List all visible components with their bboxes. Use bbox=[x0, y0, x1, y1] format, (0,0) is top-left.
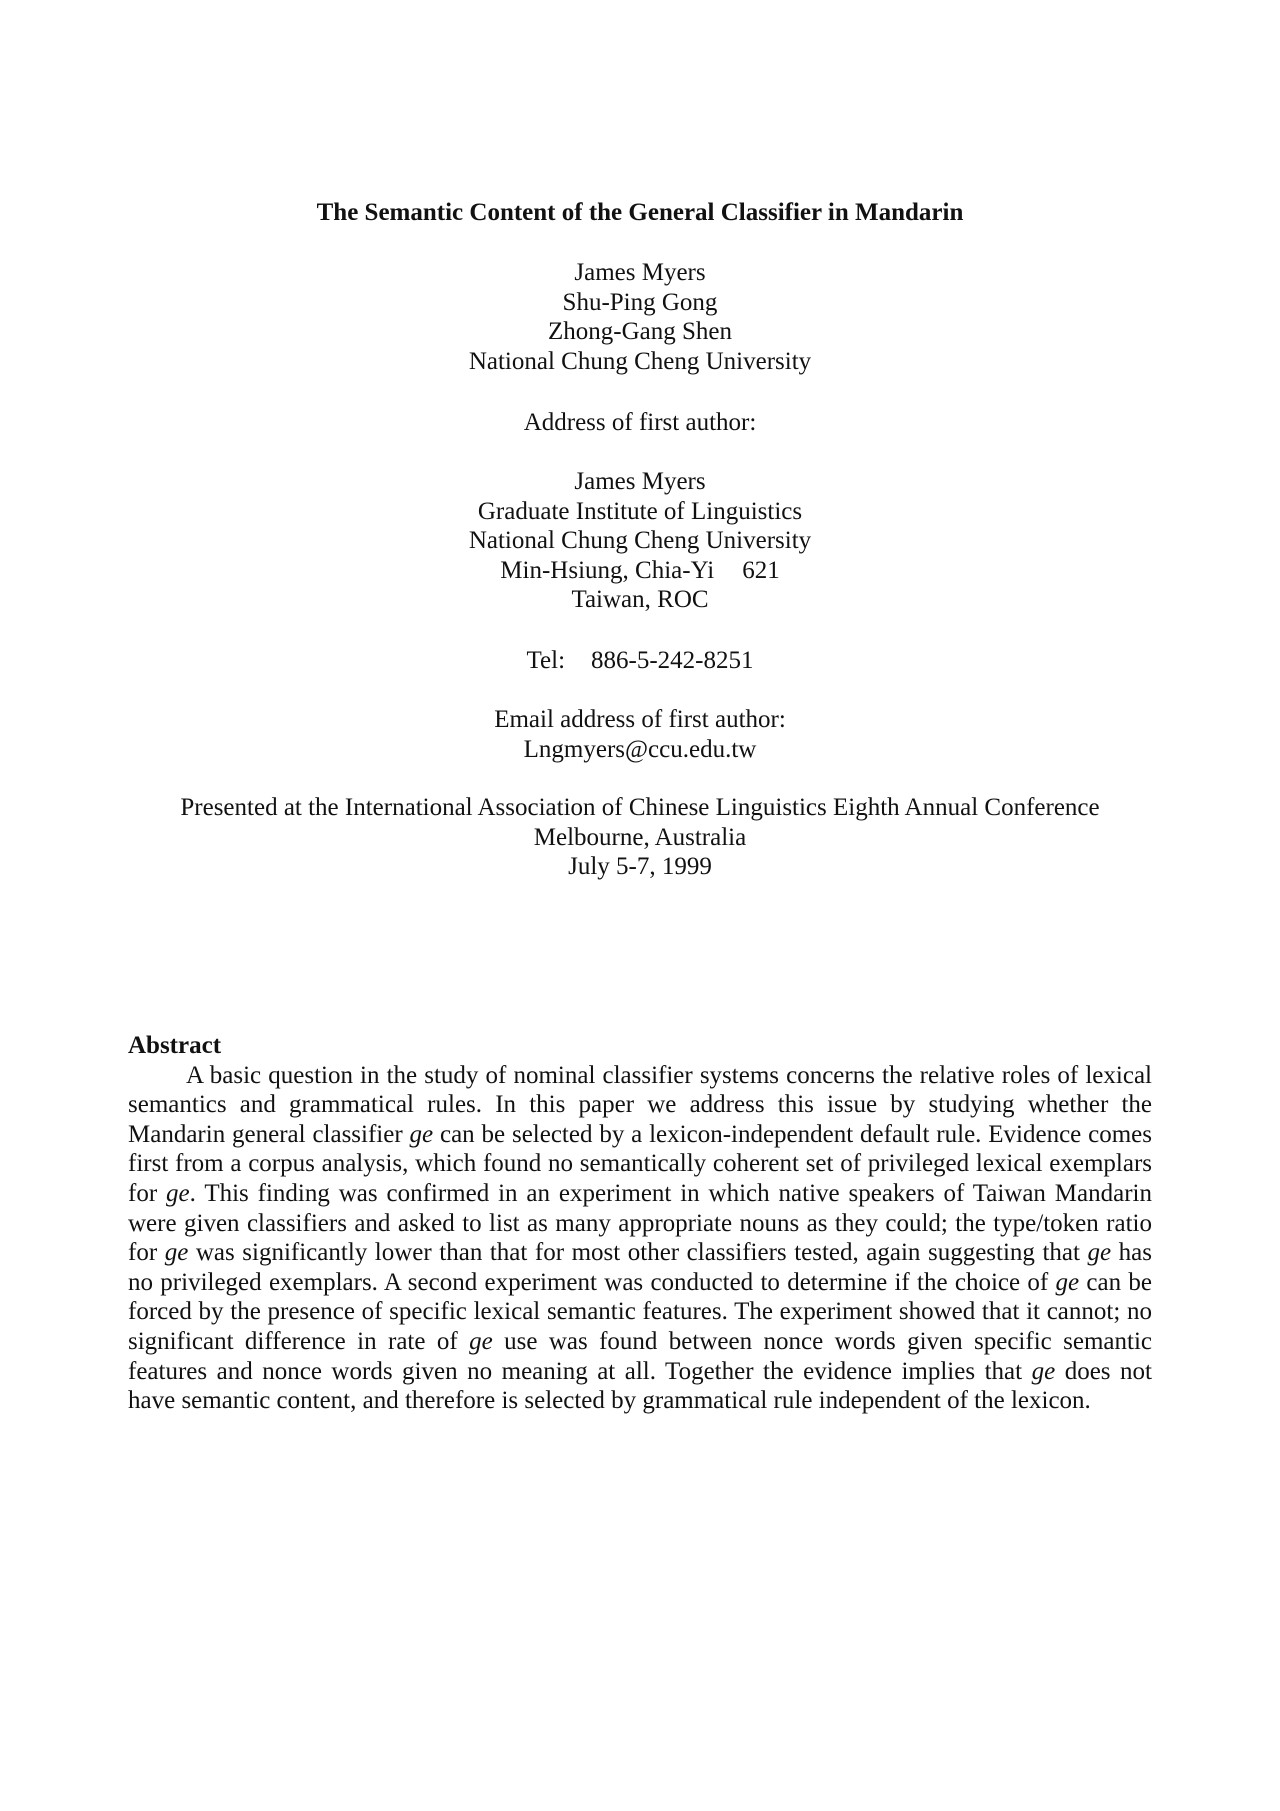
abstract-text: . This finding was confirmed in an experiment in which native speakers of Taiwan Mandarin were given classifiers and asked to list as many appropriate nouns as they could; the type/token ratio for bbox=[128, 1179, 1152, 1267]
address-name: James Myers bbox=[574, 468, 706, 495]
paper-title-text: The Semantic Content of the General Classifier in Mandarin bbox=[316, 199, 964, 226]
address-label-text: Address of first author: bbox=[523, 409, 757, 436]
abstract-text: can be forced by the presence of specific lexical semantic features. The experiment showed that it cannot; no significant difference in rate of bbox=[128, 1268, 1153, 1355]
abstract-section bbox=[128, 1031, 1152, 1416]
conference-location: Melbourne, Australia bbox=[533, 823, 747, 851]
author-name: Zhong-Gang Shen bbox=[548, 318, 732, 345]
abstract-body bbox=[128, 1061, 1152, 1416]
abstract-text: A basic question in the study of nominal classifier systems concerns the relative roles of lexical semantics and grammatical rules. In this paper we address this issue by studying whether the Mandarin general classifier bbox=[128, 1061, 1152, 1148]
email-block bbox=[0, 705, 1280, 764]
abstract-text: was significantly lower than that for most other classifiers tested, again suggesting that bbox=[188, 1239, 1088, 1267]
address-postal-code: 621 bbox=[742, 556, 780, 584]
abstract-text: can be selected by a lexicon-independent default rule. Evidence comes first from a corpus analysis, which found no semantically coherent set of privileged lexical exemplars for bbox=[128, 1120, 1152, 1207]
address-city-line bbox=[0, 556, 1280, 586]
conference-dates: July 5-7, 1999 bbox=[568, 853, 712, 880]
author-list bbox=[0, 258, 1280, 376]
abstract-term-ge: ge bbox=[166, 1179, 190, 1207]
address-label bbox=[0, 408, 1280, 438]
address-university: National Chung Cheng University bbox=[468, 527, 812, 554]
abstract-heading: Abstract bbox=[128, 1032, 222, 1059]
telephone-label: Tel: bbox=[526, 647, 566, 674]
conference-info bbox=[0, 793, 1280, 882]
abstract-term-ge: ge bbox=[1087, 1239, 1112, 1267]
abstract-term-ge: ge bbox=[1031, 1357, 1056, 1385]
telephone-number: 886-5-242-8251 bbox=[591, 647, 754, 674]
abstract-text: does not have semantic content, and therefore is selected by grammatical rule independent of the lexicon. bbox=[128, 1357, 1152, 1415]
abstract-text: use was found between nonce words given specific semantic features and nonce words given no meaning at all. Together the evidence implies that bbox=[128, 1327, 1152, 1385]
abstract-term-ge: ge bbox=[1055, 1268, 1080, 1296]
abstract-term-ge: ge bbox=[409, 1120, 434, 1148]
address-institute: Graduate Institute of Linguistics bbox=[477, 497, 803, 525]
paper-title bbox=[0, 198, 1280, 228]
address-country: Taiwan, ROC bbox=[571, 586, 709, 613]
conference-line: Presented at the International Association of Chinese Linguistics Eighth Annual Conference bbox=[180, 794, 1100, 821]
author-name: Shu-Ping Gong bbox=[562, 288, 718, 316]
author-name: James Myers bbox=[574, 259, 706, 286]
email-label: Email address of first author: bbox=[494, 706, 786, 733]
abstract-text: has no privileged exemplars. A second experiment was conducted to determine if the choice of bbox=[128, 1239, 1152, 1296]
abstract-term-ge: ge bbox=[164, 1239, 189, 1267]
abstract-term-ge: ge bbox=[469, 1327, 493, 1355]
email-address: Lngmyers@ccu.edu.tw bbox=[523, 735, 757, 763]
address-city: Min-Hsiung, Chia-Yi bbox=[500, 556, 715, 584]
address-block bbox=[0, 467, 1280, 615]
telephone bbox=[0, 646, 1280, 676]
telephone-line bbox=[0, 646, 1280, 676]
author-affiliation: National Chung Cheng University bbox=[468, 347, 812, 375]
